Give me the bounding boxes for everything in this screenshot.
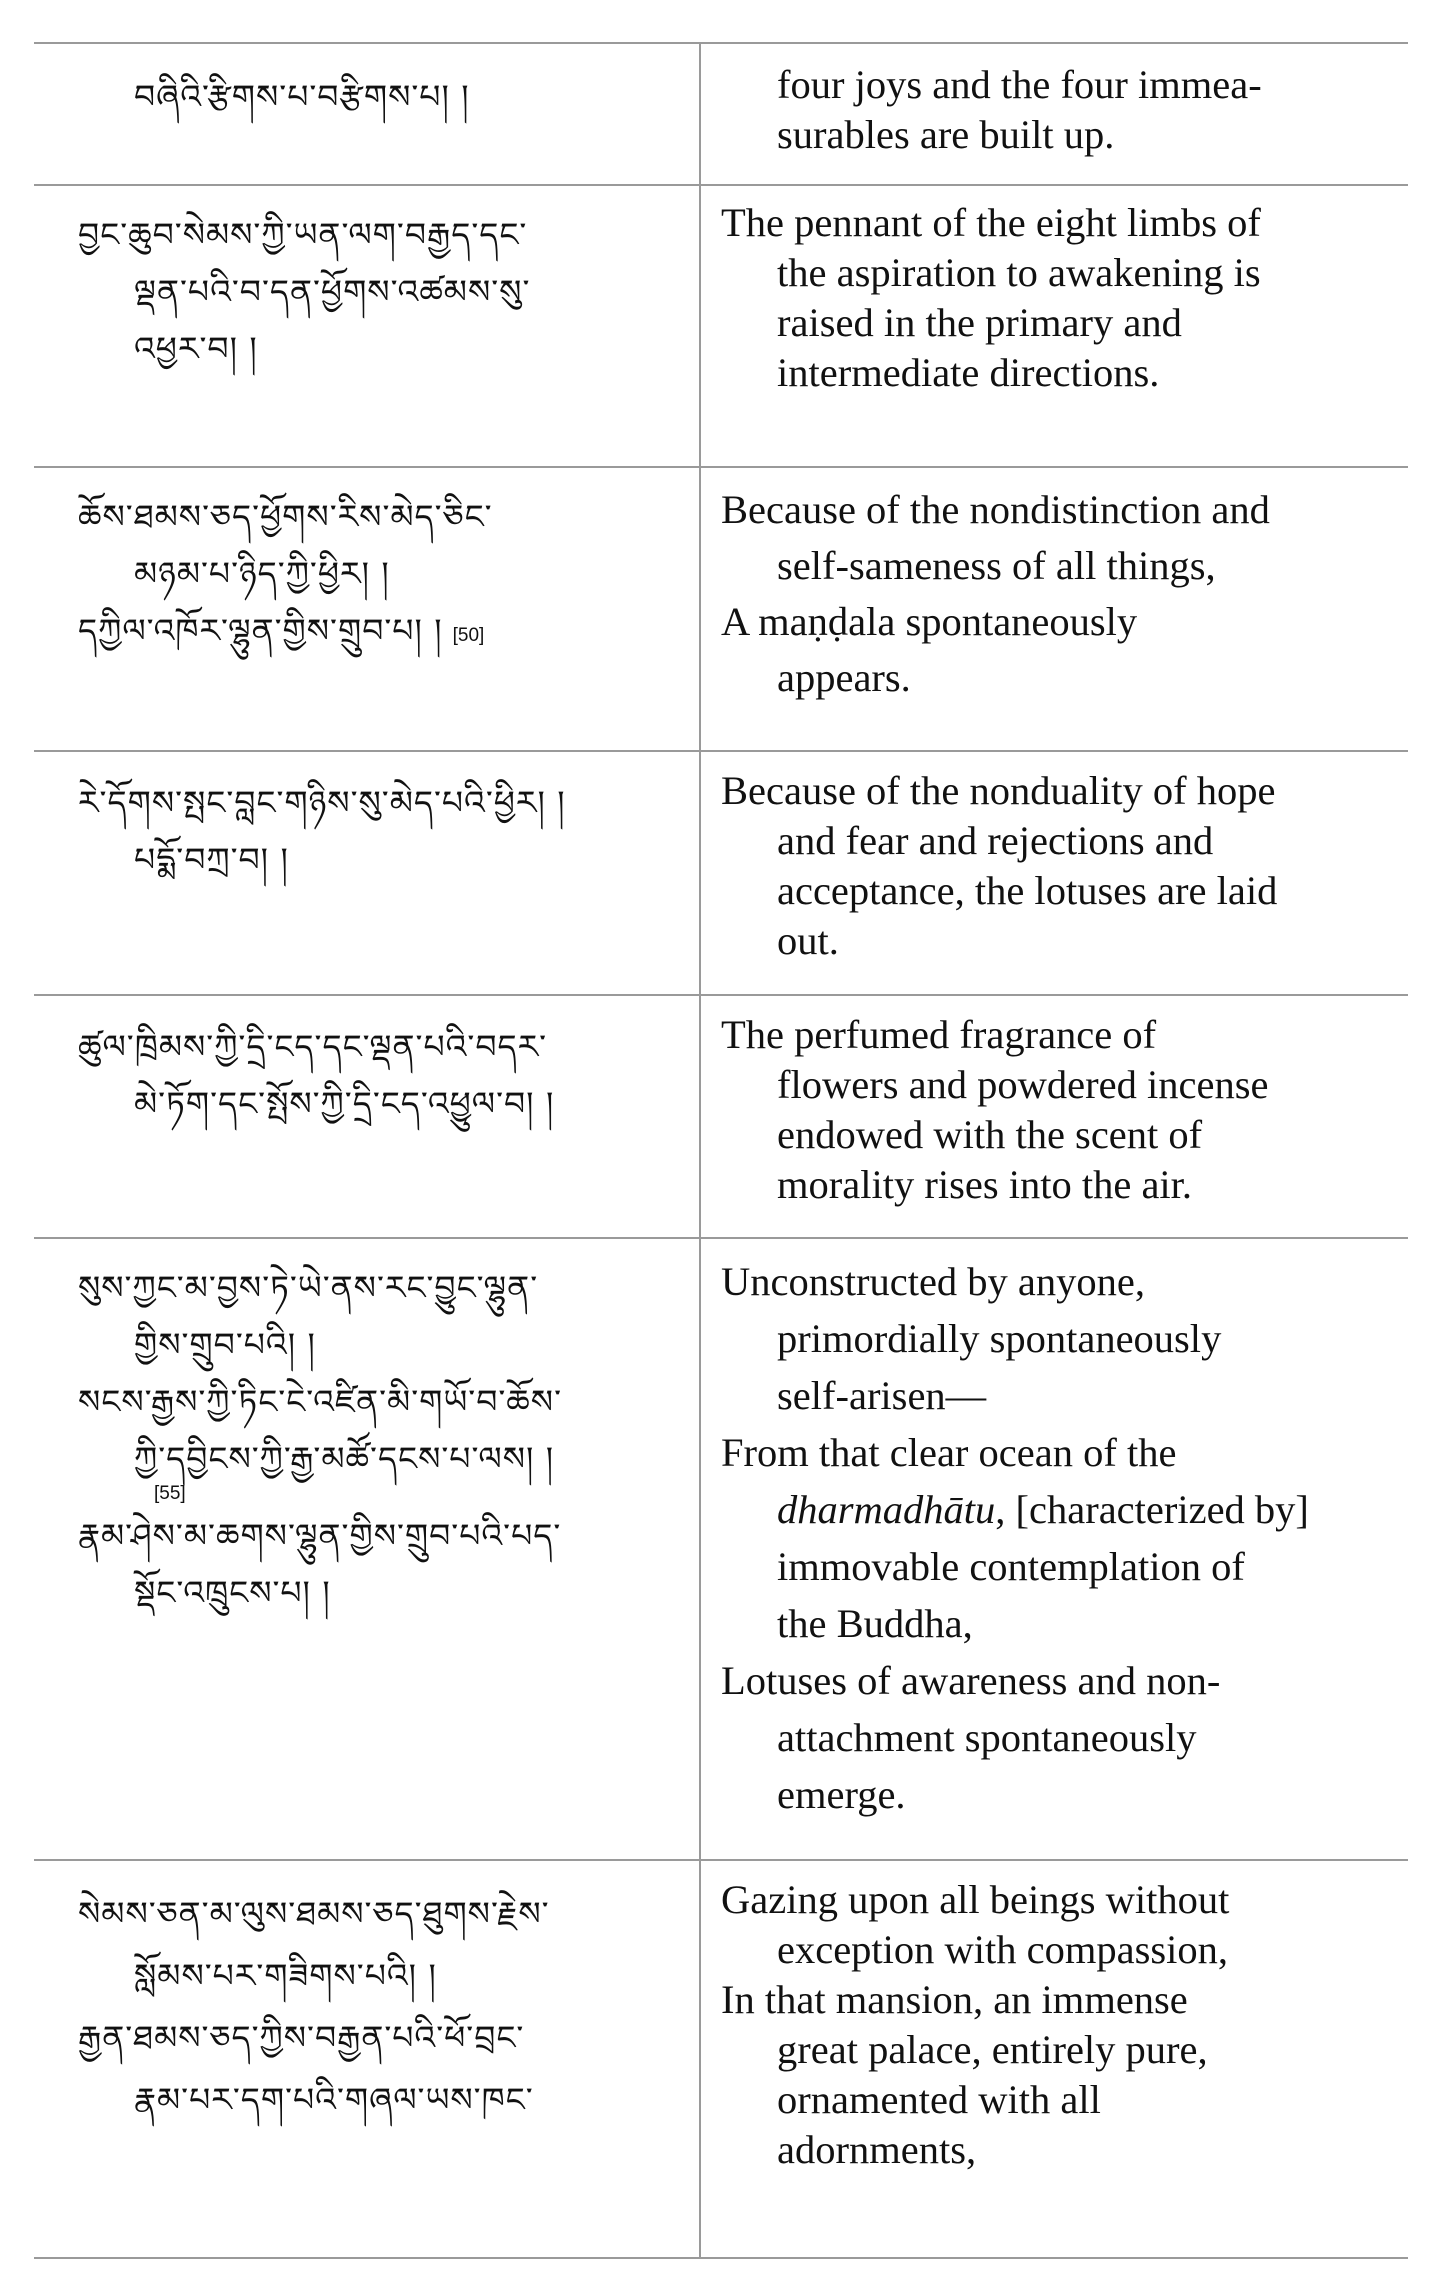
english-line: endowed with the scent of bbox=[777, 1112, 1203, 1157]
english-line: the Buddha, bbox=[777, 1601, 973, 1646]
tibetan-cell bbox=[34, 1861, 684, 2131]
english-line: Because of the nondistinction and bbox=[721, 487, 1270, 532]
english-line: exception with compassion, bbox=[777, 1927, 1229, 1972]
column-divider bbox=[699, 468, 701, 750]
english-line: self-sameness of all things, bbox=[777, 543, 1216, 588]
english-line: out. bbox=[777, 918, 839, 963]
english-cell bbox=[721, 996, 1406, 1210]
tibetan-line: རེ་དོགས་སྤང་བླང་གཉིས་སུ་མེད་པའི་ཕྱིར། ། bbox=[78, 783, 566, 822]
english-line: The pennant of the eight limbs of bbox=[721, 200, 1261, 245]
table-row bbox=[34, 1861, 1408, 2259]
english-line: ornamented with all bbox=[777, 2077, 1101, 2122]
reference-marker: [55] bbox=[154, 1483, 186, 1504]
english-line: appears. bbox=[777, 655, 911, 700]
tibetan-line: སངས་རྒྱས་ཀྱི་ཏིང་ངེ་འཛིན་མི་གཡོ་བ་ཆོས་ bbox=[78, 1382, 562, 1421]
tibetan-line: རྣམ་ཤེས་མ་ཆགས་ལྷུན་གྱིས་གྲུབ་པའི་པད་ bbox=[78, 1516, 562, 1555]
tibetan-line: མཉམ་པ་ཉིད་ཀྱི་ཕྱིར། ། bbox=[134, 554, 390, 593]
english-line: A maṇḍala spontaneously bbox=[721, 599, 1138, 644]
reference-marker: [50] bbox=[452, 625, 485, 646]
english-line: four joys and the four immea- bbox=[777, 62, 1262, 107]
tibetan-line: ལྡན་པའི་བ་དན་ཕྱོགས་འཚམས་སུ་ bbox=[134, 272, 531, 311]
table-row bbox=[34, 468, 1408, 752]
english-line: great palace, entirely pure, bbox=[777, 2027, 1208, 2072]
column-divider bbox=[699, 1861, 701, 2257]
tibetan-cell bbox=[34, 1239, 684, 1621]
english-line: and fear and rejections and bbox=[777, 818, 1214, 863]
tibetan-line: སློམས་པར་གཟིགས་པའི། ། bbox=[134, 1956, 437, 1995]
table-row bbox=[34, 1239, 1408, 1861]
tibetan-line: གྱིས་གྲུབ་པའི། ། bbox=[134, 1325, 316, 1364]
table-row bbox=[34, 752, 1408, 996]
tibetan-line: བྱང་ཆུབ་སེམས་ཀྱི་ཡན་ལག་བརྒྱད་དང་ bbox=[78, 215, 528, 254]
tibetan-cell bbox=[34, 752, 684, 888]
english-cell bbox=[721, 1239, 1406, 1823]
column-divider bbox=[699, 996, 701, 1237]
english-line: self-arisen— bbox=[777, 1373, 987, 1418]
table-row bbox=[34, 42, 1408, 186]
english-line: In that mansion, an immense bbox=[721, 1977, 1188, 2022]
english-line: acceptance, the lotuses are laid bbox=[777, 868, 1278, 913]
tibetan-line: སེམས་ཅན་མ་ལུས་ཐམས་ཅད་ཐུགས་རྗེས་ bbox=[78, 1894, 550, 1933]
english-line: Unconstructed by anyone, bbox=[721, 1259, 1146, 1304]
english-line: immovable contemplation of bbox=[777, 1544, 1245, 1589]
table-row bbox=[34, 996, 1408, 1239]
tibetan-cell bbox=[34, 186, 684, 377]
column-divider bbox=[699, 1239, 701, 1859]
english-line: Because of the nonduality of hope bbox=[721, 768, 1276, 813]
english-line: dharmadhātu, [characterized by] bbox=[777, 1487, 1309, 1532]
tibetan-line: བཞིའི་རྩིགས་པ་བརྩིགས་པ། ། bbox=[134, 77, 470, 116]
english-line: Lotuses of awareness and non- bbox=[721, 1658, 1221, 1703]
tibetan-line: རྣམ་པར་དག་པའི་གཞལ་ཡས་ཁང་ bbox=[134, 2080, 534, 2119]
english-cell bbox=[721, 186, 1406, 398]
english-line: raised in the primary and bbox=[777, 300, 1182, 345]
tibetan-line: སྡོང་འཁྲུངས་པ། ། bbox=[134, 1573, 331, 1612]
tibetan-line: སུས་ཀྱང་མ་བྱས་ཏེ་ཡེ་ནས་རང་བྱུང་ལྷུན་ bbox=[78, 1268, 539, 1307]
tibetan-cell bbox=[34, 468, 684, 664]
column-divider bbox=[699, 186, 701, 466]
column-divider bbox=[699, 752, 701, 994]
tibetan-line: འཕྱར་བ། ། bbox=[134, 329, 258, 368]
english-cell bbox=[721, 468, 1406, 706]
english-line: surables are built up. bbox=[777, 112, 1115, 157]
english-cell bbox=[721, 44, 1406, 160]
english-line: the aspiration to awakening is bbox=[777, 250, 1261, 295]
tibetan-cell bbox=[34, 44, 684, 125]
english-line: primordially spontaneously bbox=[777, 1316, 1222, 1361]
english-line: intermediate directions. bbox=[777, 350, 1160, 395]
tibetan-line: དཀྱིལ་འཁོར་ལྷུན་གྱིས་གྲུབ་པ། ། [50] bbox=[78, 611, 485, 650]
column-divider bbox=[699, 44, 701, 184]
english-line: morality rises into the air. bbox=[777, 1162, 1193, 1207]
english-line: emerge. bbox=[777, 1772, 906, 1817]
tibetan-cell bbox=[34, 996, 684, 1132]
english-line: The perfumed fragrance of bbox=[721, 1012, 1157, 1057]
english-line: From that clear ocean of the bbox=[721, 1430, 1177, 1475]
tibetan-line: མེ་ཏོག་དང་སྤོས་ཀྱི་དྲི་ངད་འཕྱུལ་བ། ། bbox=[134, 1084, 555, 1123]
english-line: adornments, bbox=[777, 2127, 977, 2172]
tibetan-line: ཚུལ་ཁྲིམས་ཀྱི་དྲི་ངད་དང་ལྡན་པའི་བདར་ bbox=[78, 1027, 548, 1066]
english-line: attachment spontaneously bbox=[777, 1715, 1197, 1760]
table-row bbox=[34, 186, 1408, 468]
english-line: flowers and powdered incense bbox=[777, 1062, 1269, 1107]
tibetan-line: ཆོས་ཐམས་ཅད་ཕྱོགས་རིས་མེད་ཅིང་ bbox=[78, 497, 493, 536]
bilingual-verse-table bbox=[34, 42, 1408, 2259]
english-cell bbox=[721, 1861, 1406, 2175]
tibetan-line: རྒྱན་ཐམས་ཅད་ཀྱིས་བརྒྱན་པའི་ཕོ་བྲང་ bbox=[78, 2018, 525, 2057]
dharmadhatu-term: dharmadhātu bbox=[777, 1487, 996, 1532]
tibetan-line: ཀྱི་དབྱིངས་ཀྱི་རྒྱ་མཚོ་དངས་པ་ལས། ། bbox=[134, 1439, 555, 1478]
english-cell bbox=[721, 752, 1406, 966]
tibetan-line: པདྨོ་བཀྲ་བ། ། bbox=[134, 840, 289, 879]
english-line: Gazing upon all beings without bbox=[721, 1877, 1230, 1922]
